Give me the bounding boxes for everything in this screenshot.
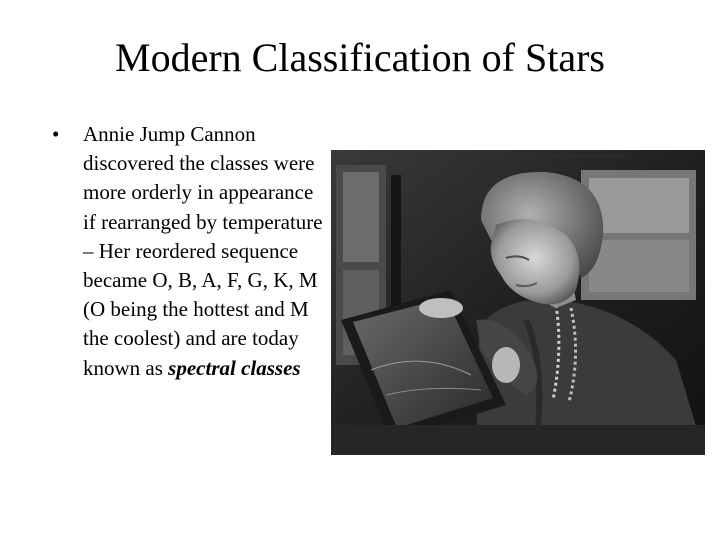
photo-credit: Copyright © The McGraw-Hill Companies, Inc. Permission required for reproduction or display. bbox=[416, 154, 625, 160]
slide-title: Modern Classification of Stars bbox=[115, 35, 605, 80]
bullet-emphasis: spectral classes bbox=[168, 355, 301, 380]
bullet-body: Annie Jump Cannon discovered the classes were more orderly in appearance if rearranged by temperature – Her reordered sequence became O, B, A, F, G, K, M (O being the hottest and M the coolest) and are today known as bbox=[83, 122, 323, 380]
bullet-text bbox=[83, 120, 328, 383]
portrait-photo bbox=[331, 150, 705, 455]
bullet-list bbox=[52, 120, 332, 383]
bullet-marker: • bbox=[52, 122, 60, 146]
